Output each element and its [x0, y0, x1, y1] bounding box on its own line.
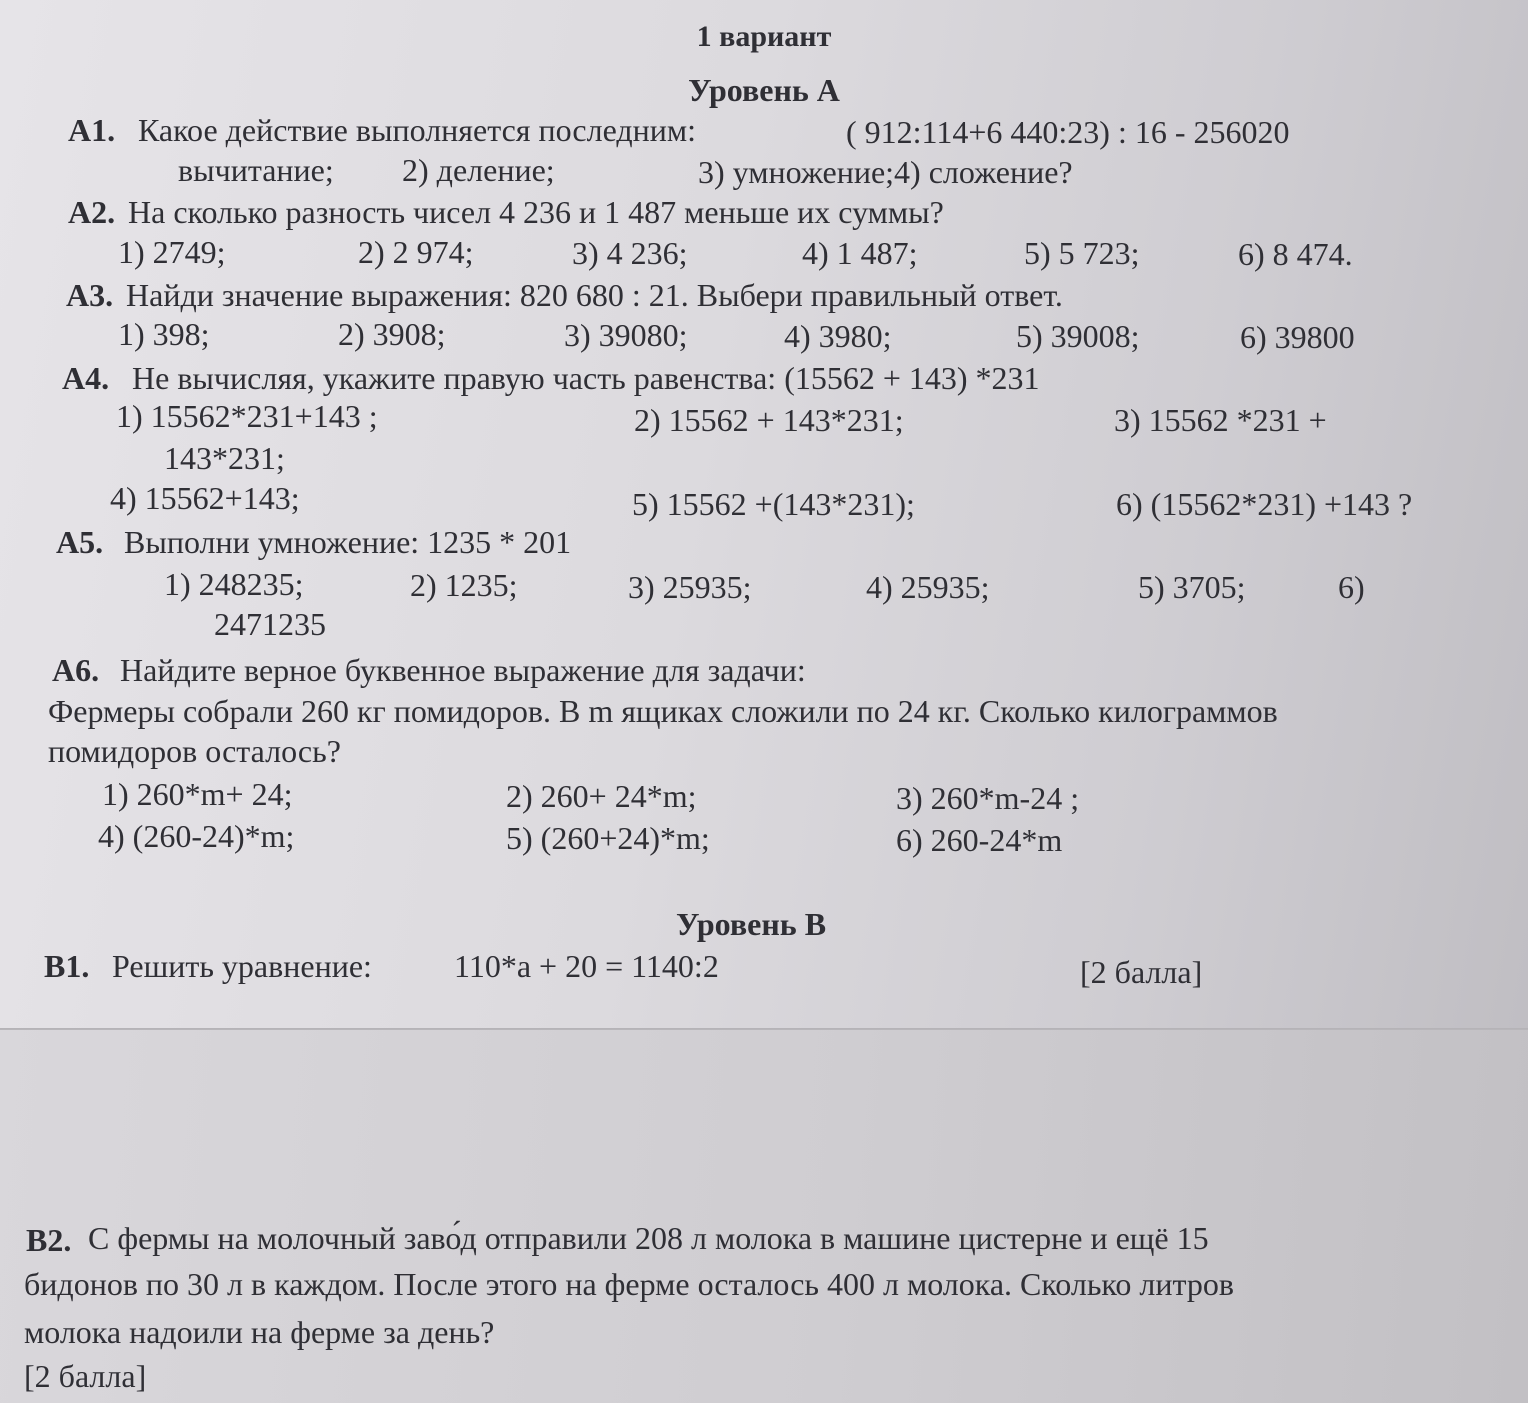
- b1-label: В1.: [44, 948, 90, 984]
- a5-option-6: 6): [1338, 569, 1365, 605]
- a2-option-3: 3) 4 236;: [572, 235, 688, 271]
- a3-option-1: 1) 398;: [118, 316, 210, 352]
- a1-option-3: 3) умножение;4) сложение?: [698, 154, 1073, 190]
- a4-option-5: 5) 15562 +(143*231);: [632, 486, 915, 522]
- a4-option-2: 2) 15562 + 143*231;: [634, 402, 904, 438]
- b2-line-3: молока надоили на ферме за день?: [24, 1314, 495, 1350]
- a6-option-3: 3) 260*m-24 ;: [896, 780, 1080, 816]
- b2-line-2: бидонов по 30 л в каждом. После этого на ферме осталось 400 л молока. Сколько литров: [24, 1266, 1234, 1302]
- b1-points: [2 балла]: [1080, 954, 1203, 990]
- a4-option-1: 1) 15562*231+143 ;: [116, 398, 378, 434]
- a1-option-1: вычитание;: [178, 152, 334, 188]
- a4-label: А4.: [62, 360, 110, 396]
- a2-option-1: 1) 2749;: [118, 234, 226, 270]
- a3-label: А3.: [66, 277, 114, 313]
- a6-option-5: 5) (260+24)*m;: [506, 820, 710, 856]
- b1-question: Решить уравнение:: [112, 948, 372, 984]
- a2-label: А2.: [68, 194, 116, 230]
- a6-label: А6.: [52, 652, 100, 688]
- level-b-title: Уровень В: [676, 906, 827, 942]
- a2-option-2: 2) 2 974;: [358, 234, 474, 270]
- b2-points: [2 балла]: [24, 1358, 147, 1394]
- a1-question: Какое действие выполняется последним:: [138, 112, 697, 148]
- a3-question: Найди значение выражения: 820 680 : 21. Выбери правильный ответ.: [126, 277, 1063, 313]
- variant-title: 1 вариант: [696, 20, 832, 53]
- a4-option-4: 4) 15562+143;: [110, 480, 300, 516]
- a5-option-6-value: 2471235: [214, 606, 326, 642]
- a1-option-2: 2) деление;: [402, 152, 555, 188]
- a2-option-6: 6) 8 474.: [1238, 236, 1353, 272]
- a5-option-5: 5) 3705;: [1138, 569, 1246, 605]
- a3-option-5: 5) 39008;: [1016, 318, 1140, 354]
- a5-option-1: 1) 248235;: [164, 566, 304, 602]
- a5-question: Выполни умножение: 1235 * 201: [124, 524, 572, 560]
- a2-question: На сколько разность чисел 4 236 и 1 487 меньше их суммы?: [128, 194, 944, 230]
- b1-equation: 110*а + 20 = 1140:2: [454, 948, 719, 984]
- a2-option-4: 4) 1 487;: [802, 235, 918, 271]
- a1-expression: ( 912:114+6 440:23) : 16 - 256020: [846, 114, 1290, 150]
- a6-text-line-1: Фермеры собрали 260 кг помидоров. В m ящиках сложили по 24 кг. Сколько килограммов: [48, 693, 1278, 729]
- a5-option-4: 4) 25935;: [866, 569, 990, 605]
- a4-option-3-cont: 143*231;: [164, 440, 285, 476]
- a3-option-2: 2) 3908;: [338, 316, 446, 352]
- a4-question: Не вычисляя, укажите правую часть равенства: (15562 + 143) *231: [132, 360, 1040, 396]
- a6-option-4: 4) (260-24)*m;: [98, 818, 295, 854]
- a4-option-6: 6) (15562*231) +143 ?: [1116, 486, 1413, 522]
- a5-label: А5.: [56, 524, 104, 560]
- b2-line-1: С фермы на молочный заво́д отправили 208 л молока в машине цистерне и ещё 15: [88, 1220, 1209, 1256]
- a5-option-2: 2) 1235;: [410, 567, 518, 603]
- a4-option-3: 3) 15562 *231 +: [1114, 402, 1327, 438]
- a6-option-6: 6) 260-24*m: [896, 822, 1063, 858]
- b2-label: В2.: [26, 1222, 72, 1258]
- a2-option-5: 5) 5 723;: [1024, 235, 1140, 271]
- a6-text-line-2: помидоров осталось?: [48, 733, 341, 769]
- a3-option-4: 4) 3980;: [784, 318, 892, 354]
- a3-option-6: 6) 39800: [1240, 319, 1355, 355]
- a5-option-3: 3) 25935;: [628, 569, 752, 605]
- a3-option-3: 3) 39080;: [564, 317, 688, 353]
- a6-option-1: 1) 260*m+ 24;: [102, 776, 293, 812]
- a1-label: А1.: [68, 112, 116, 148]
- a6-question: Найдите верное буквенное выражение для задачи:: [120, 652, 806, 688]
- level-a-title: Уровень А: [688, 72, 840, 108]
- a6-option-2: 2) 260+ 24*m;: [506, 778, 697, 814]
